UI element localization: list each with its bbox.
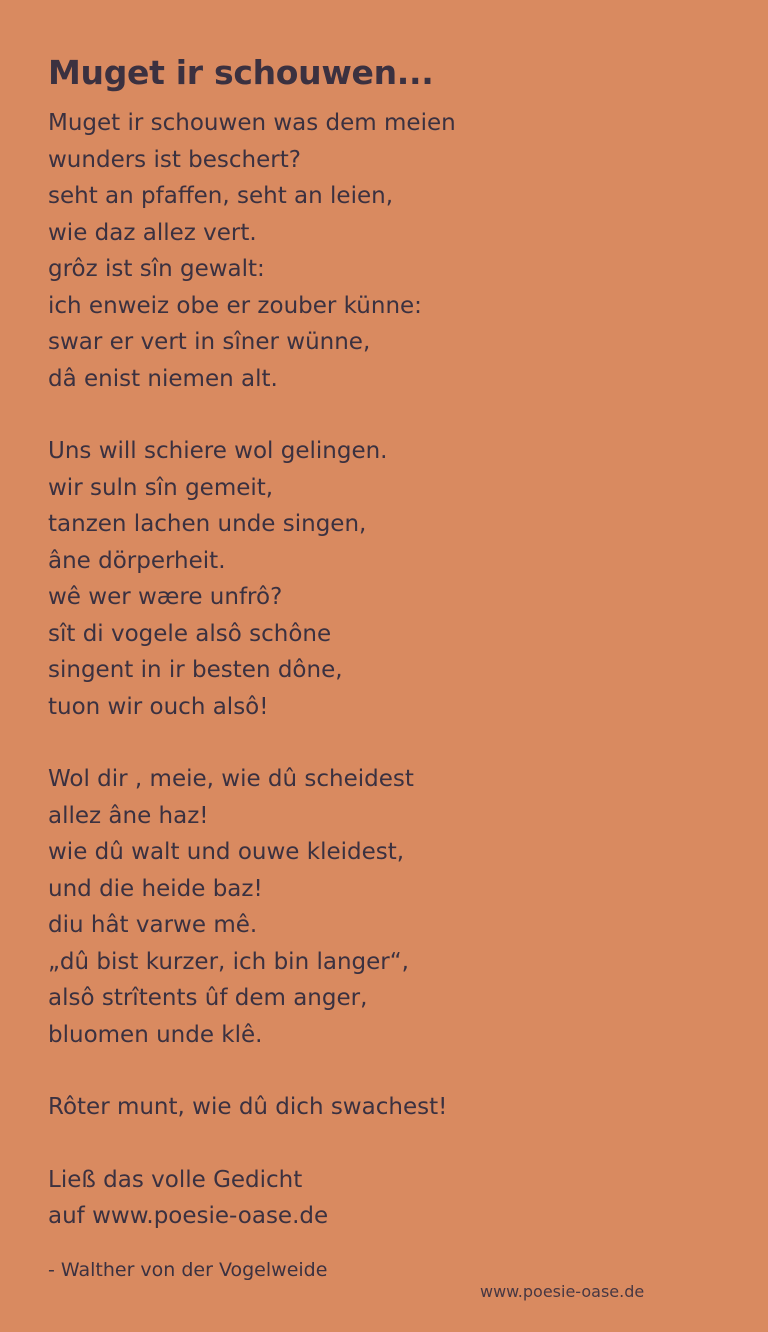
cta-line: Ließ das volle Gedicht [48, 1166, 303, 1193]
read-full-poem-note [48, 1162, 728, 1235]
poem-line: dâ enist niemen alt. [48, 365, 278, 392]
poem-author: - Walther von der Vogelweide [48, 1259, 328, 1281]
poem-line: wir suln sîn gemeit, [48, 474, 274, 501]
site-watermark: www.poesie-oase.de [480, 1282, 645, 1301]
poem-line: diu hât varwe mê. [48, 912, 258, 938]
poem-line: singent in ir besten dône, [48, 657, 343, 683]
poem-line: seht an pfaffen, seht an leien, [48, 183, 393, 209]
stanza-4 [48, 1089, 728, 1126]
poem-line: allez âne haz! [48, 802, 209, 829]
poem-line: „dû bist kurzer, ich bin langer“, [48, 948, 409, 975]
poem-line: wie dû walt und ouwe kleidest, [48, 839, 405, 865]
cta-line: auf www.poesie-oase.de [48, 1203, 329, 1229]
poem-line: wê wer wære unfrô? [48, 584, 283, 610]
poem-line: Muget ir schouwen was dem meien [48, 110, 456, 136]
poem-line: ich enweiz obe er zouber künne: [48, 292, 422, 319]
poem-line: sît di vogele alsô schône [48, 620, 332, 647]
poem-line: wunders ist beschert? [48, 146, 301, 173]
poem-title: Muget ir schouwen... [48, 53, 434, 92]
poem-line: alsô strîtents ûf dem anger, [48, 985, 368, 1011]
poem-line: tuon wir ouch alsô! [48, 693, 269, 720]
poem-line: wie daz allez vert. [48, 219, 257, 246]
poem-line: tanzen lachen unde singen, [48, 511, 367, 537]
poem-line: Wol dir , meie, wie dû scheidest [48, 766, 414, 792]
poem-line: Uns will schiere wol gelingen. [48, 438, 388, 464]
poem-line: grôz ist sîn gewalt: [48, 256, 265, 282]
stanza-1 [48, 105, 728, 397]
stanza-3 [48, 761, 728, 1053]
poem-line: und die heide baz! [48, 875, 263, 902]
poem-body [48, 105, 728, 1235]
stanza-2 [48, 433, 728, 725]
poem-line: âne dörperheit. [48, 547, 226, 574]
poem-line: bluomen unde klê. [48, 1021, 263, 1048]
poem-line: Rôter munt, wie dû dich swachest! [48, 1094, 448, 1120]
poem-line: swar er vert in sîner wünne, [48, 329, 371, 355]
